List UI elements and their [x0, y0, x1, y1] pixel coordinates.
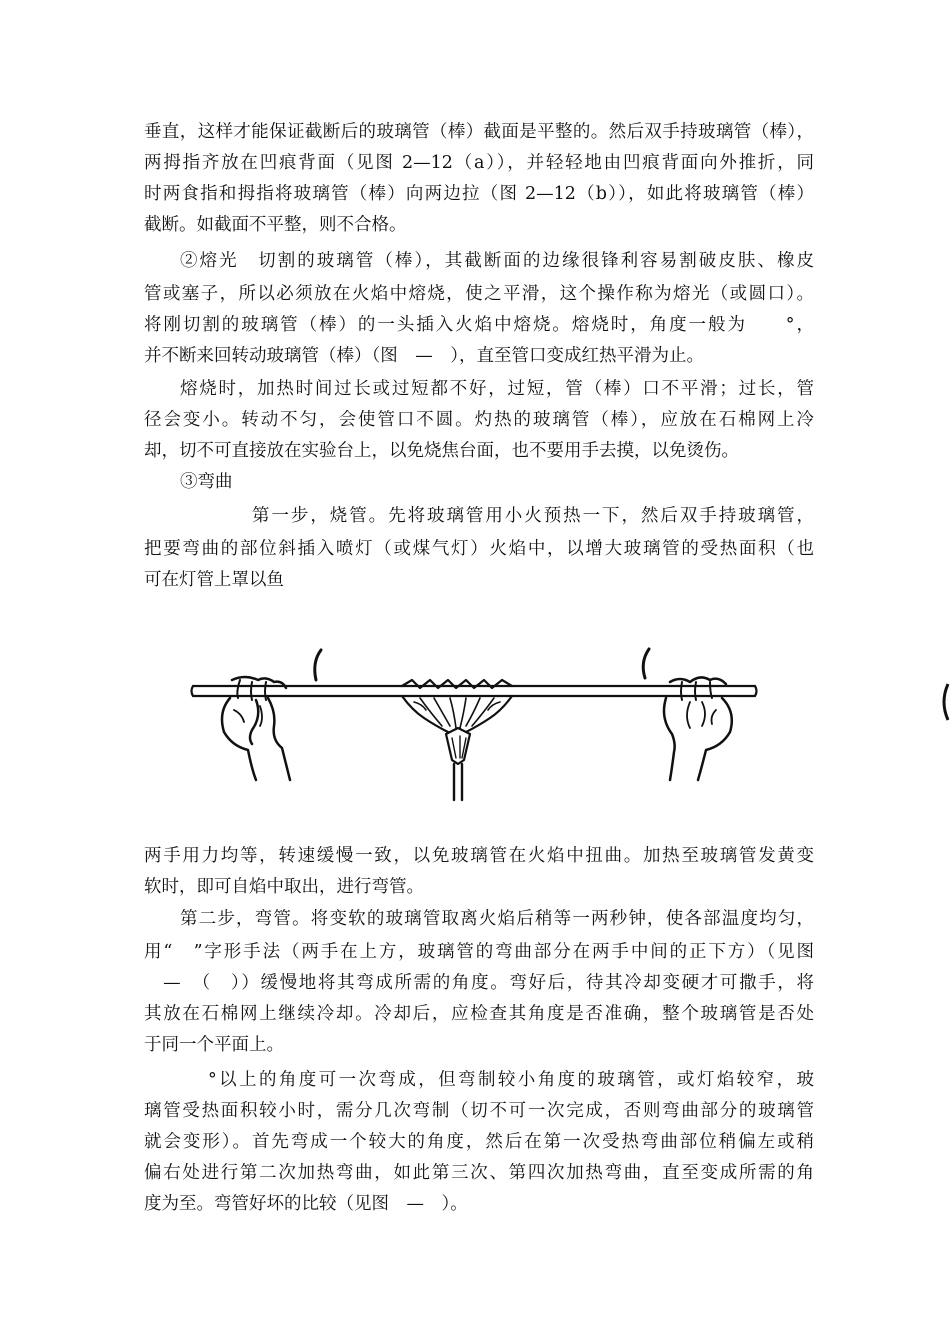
glass-tube-heating-figure — [190, 640, 760, 805]
paragraph-line: 偏右处进行第二次加热弯曲，如此第三次、第四次加热弯曲，直至变成所需的角 — [144, 1163, 814, 1183]
paragraph-line: 度为至。弯管好坏的比较（见图 — ）。 — [144, 1194, 468, 1214]
paragraph-line: 璃管受热面积较小时，需分几次弯制（切不可一次完成，否则弯曲部分的玻璃管 — [144, 1101, 814, 1121]
paragraph-line: 管或塞子，所以必须放在火焰中熔烧，使之平滑，这个操作称为熔光（或圆口）。 — [144, 284, 814, 304]
paragraph-line: ②熔光 切割的玻璃管（棒），其截断面的边缘很锋利容易割破皮肤、橡皮 — [180, 251, 814, 271]
paragraph-line: 将刚切割的玻璃管（棒）的一头插入火焰中熔烧。熔烧时，角度一般为 °， — [144, 315, 814, 335]
paragraph-line: °以上的角度可一次弯成，但弯制较小角度的玻璃管，或灯焰较窄，玻 — [208, 1070, 814, 1090]
paragraph-line: 第二步，弯管。将变软的玻璃管取离火焰后稍等一两秒钟，使各部温度均匀， — [180, 909, 814, 929]
paragraph-line: 垂直，这样才能保证截断后的玻璃管（棒）截面是平整的。然后双手持玻璃管（棒）， — [144, 122, 814, 142]
paragraph-line: 并不断来回转动玻璃管（棒）（图 — ），直至管口变成红热平滑为止。 — [144, 346, 704, 366]
paragraph-line: 把要弯曲的部位斜插入喷灯（或煤气灯）火焰中，以增大玻璃管的受热面积（也 — [144, 539, 814, 559]
paragraph-line: 第一步，烧管。先将玻璃管用小火预热一下，然后双手持玻璃管， — [252, 506, 814, 526]
paragraph-line: 用“ ”字形手法（两手在上方，玻璃管的弯曲部分在两手中间的正下方）（见图 — [144, 942, 814, 962]
paragraph-line: 却，切不可直接放在实验台上，以免烧焦台面，也不要用手去摸，以免烫伤。 — [144, 441, 739, 461]
section-heading: ③弯曲 — [180, 472, 233, 492]
paragraph-line: 于同一个平面上。 — [144, 1035, 284, 1055]
paragraph-line: 可在灯管上罩以鱼 — [144, 570, 284, 590]
paragraph-line: 软时，即可自焰中取出，进行弯管。 — [144, 877, 424, 897]
paragraph-line: 两手用力均等，转速缓慢一致，以免玻璃管在火焰中扭曲。加热至玻璃管发黄变 — [144, 846, 814, 866]
paragraph-line: — （ ））缓慢地将其弯成所需的角度。弯好后，待其冷却变硬才可撒手，将 — [144, 973, 814, 993]
paragraph-line: 其放在石棉网上继续冷却。冷却后，应检查其角度是否准确，整个玻璃管是否处 — [144, 1004, 814, 1024]
paragraph-line: 两拇指齐放在凹痕背面（见图 2—12（a）），并轻轻地由凹痕背面向外推折，同 — [144, 153, 814, 173]
paragraph-line: 径会变小。转动不匀，会使管口不圆。灼热的玻璃管（棒），应放在石棉网上冷 — [144, 410, 814, 430]
paragraph-line: 熔烧时，加热时间过长或过短都不好，过短，管（棒）口不平滑；过长，管 — [180, 379, 814, 399]
paragraph-line: 截断。如截面不平整，则不合格。 — [144, 215, 407, 235]
paragraph-line: 就会变形）。首先弯成一个较大的角度，然后在第一次受热弯曲部位稍偏左或稍 — [144, 1132, 814, 1152]
page-edge-mark — [938, 682, 950, 722]
paragraph-line: 时两食指和拇指将玻璃管（棒）向两边拉（图 2—12（b）），如此将玻璃管（棒） — [144, 184, 814, 204]
